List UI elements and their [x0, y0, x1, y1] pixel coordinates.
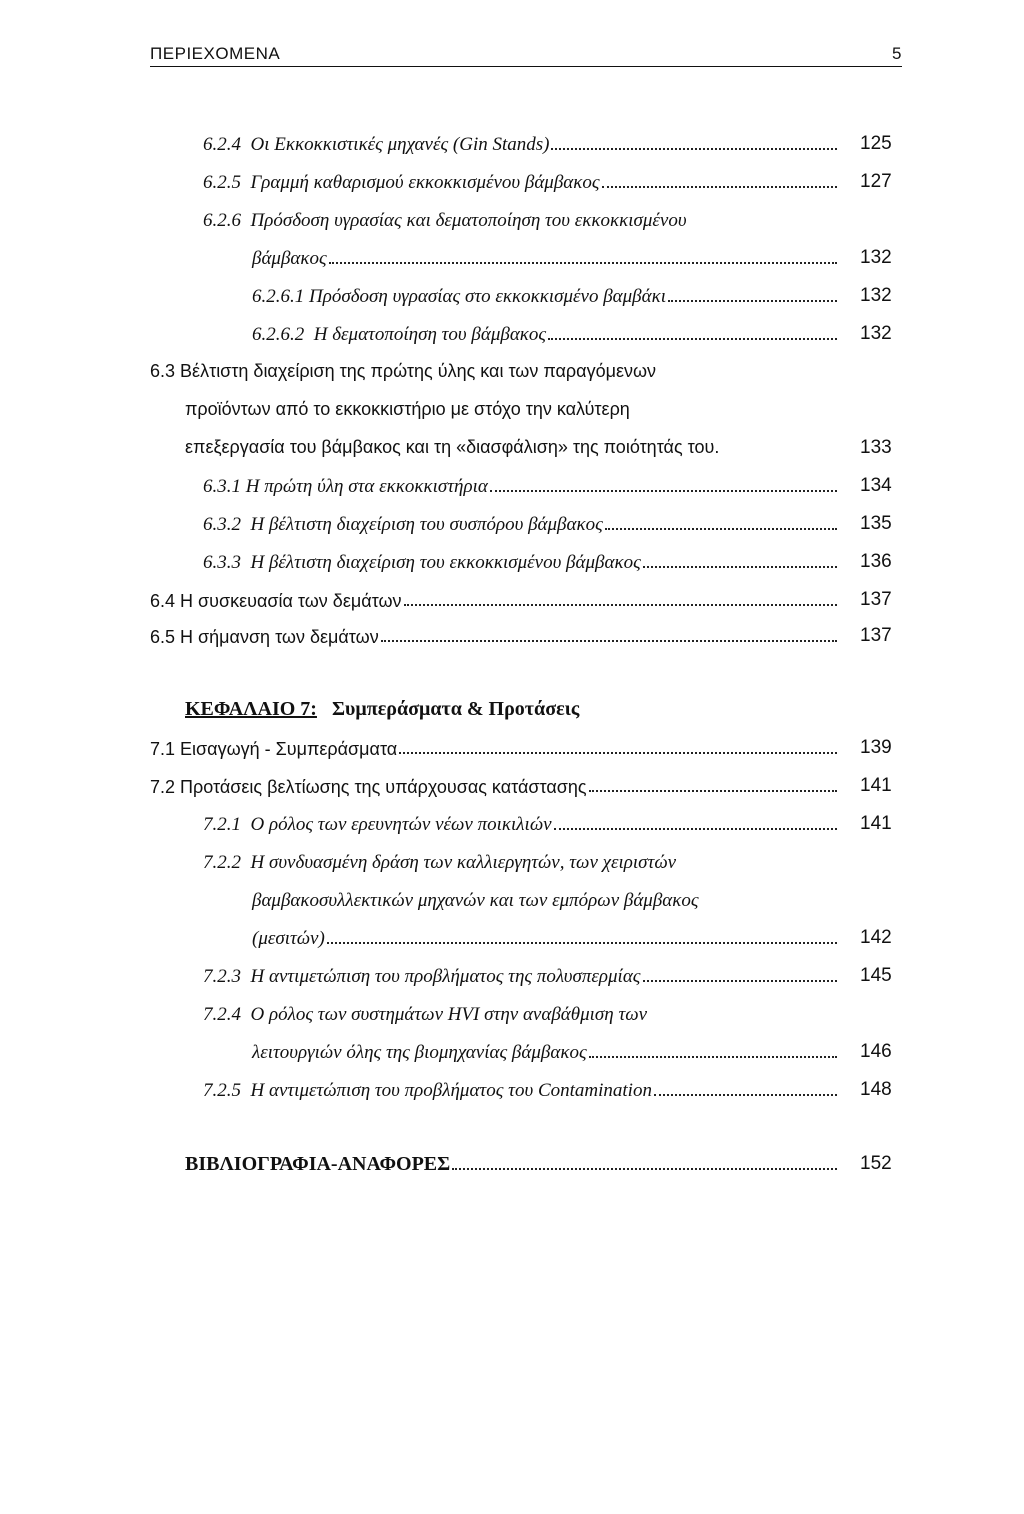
- toc-entry-text: Η βέλτιστη διαχείριση του εκκοκκισμένου βάμβακος: [250, 552, 641, 573]
- toc-entry-bibliography: [185, 1150, 843, 1176]
- toc-entry-7-1: 7.1 Εισαγωγή - Συμπεράσματα: [150, 734, 843, 760]
- toc-page-number: 125: [860, 133, 892, 154]
- toc-entry-text: λειτουργιών όλης της βιομηχανίας βάμβακος: [252, 1042, 587, 1063]
- dot-leader: [605, 528, 837, 530]
- toc-entry-7-2-2-line3: [252, 924, 843, 950]
- dot-leader: [551, 148, 837, 150]
- toc-entry-6-2-4: 6.2.4 Οι Εκκοκκιστικές μηχανές (Gin Stands): [203, 130, 843, 156]
- dot-leader: [329, 262, 837, 264]
- toc-page-number: 141: [860, 775, 892, 796]
- toc-entry-text: Γραμμή καθαρισμού εκκοκκισμένου βάμβακος: [250, 172, 600, 193]
- toc-entry-text: Πρόσδοση υγρασίας και δεματοποίηση του εκκοκκισμένου: [250, 210, 687, 231]
- toc-page-number: 137: [860, 589, 892, 610]
- toc-entry-6-3-line3: [185, 432, 855, 458]
- toc-entry-text: Η συσκευασία των δεμάτων: [180, 591, 402, 611]
- dot-leader: [589, 790, 837, 792]
- toc-entry-text: Η βέλτιστη διαχείριση του συσπόρου βάμβακος: [250, 514, 603, 535]
- toc-entry-6-3-2: 6.3.2 Η βέλτιστη διαχείριση του συσπόρου βάμβακος: [203, 510, 843, 536]
- toc-entry-text: (μεσιτών): [252, 928, 325, 949]
- toc-entry-text: Η συνδυασμένη δράση των καλλιεργητών, των χειριστών: [250, 852, 677, 873]
- toc-entry-text: Οι Εκκοκκιστικές μηχανές (Gin Stands): [250, 134, 550, 155]
- toc-page-number: 132: [860, 247, 892, 268]
- dot-leader: [602, 186, 837, 188]
- toc-entry-7-2-3: 7.2.3 Η αντιμετώπιση του προβλήματος της πολυσπερμίας: [203, 962, 843, 988]
- toc-entry-text: βάμβακος: [252, 248, 327, 269]
- toc-page-number: 127: [860, 171, 892, 192]
- toc-entry-text: βαμβακοσυλλεκτικών μηχανών και των εμπόρων βάμβακος: [252, 890, 699, 911]
- toc-entry-text: Ο ρόλος των συστημάτων HVI στην αναβάθμιση των: [250, 1004, 648, 1025]
- toc-entry-7-2-1: 7.2.1 Ο ρόλος των ερευνητών νέων ποικιλιών: [203, 810, 843, 836]
- toc-page-number: 133: [860, 437, 892, 458]
- toc-entry-7-2: 7.2 Προτάσεις βελτίωσης της υπάρχουσας κατάστασης: [150, 772, 843, 798]
- dot-leader: [404, 604, 837, 606]
- toc-entry-6-2-6: 6.2.6 Πρόσδοση υγρασίας και δεματοποίηση του εκκοκκισμένου: [203, 210, 687, 231]
- toc-entry-6-5: 6.5 Η σήμανση των δεμάτων: [150, 622, 843, 648]
- page-header: [150, 44, 902, 67]
- toc-page-number: 137: [860, 625, 892, 646]
- toc-entry-text: Βέλτιστη διαχείριση της πρώτης ύλης και των παραγόμενων: [180, 361, 657, 381]
- toc-entry-text: Εισαγωγή - Συμπεράσματα: [180, 739, 398, 759]
- toc-page-number: 142: [860, 927, 892, 948]
- toc-entry-text: Η δεματοποίηση του βάμβακος: [313, 324, 547, 345]
- toc-entry-text: προϊόντων από το εκκοκκιστήριο με στόχο την καλύτερη: [185, 399, 630, 419]
- header-title: ΠΕΡΙΕΧΟΜΕΝΑ: [150, 44, 281, 63]
- toc-page-number: 132: [860, 323, 892, 344]
- dot-leader: [643, 980, 837, 982]
- toc-page-number: 139: [860, 737, 892, 758]
- dot-leader: [554, 828, 837, 830]
- toc-page-number: 141: [860, 813, 892, 834]
- toc-entry-7-2-5: 7.2.5 Η αντιμετώπιση του προβλήματος του Contamination: [203, 1076, 843, 1102]
- toc-entry-text: Πρόσδοση υγρασίας στο εκκοκκισμένο βαμβάκι: [309, 286, 667, 307]
- toc-entry-6-3-3: 6.3.3 Η βέλτιστη διαχείριση του εκκοκκισμένου βάμβακος: [203, 548, 843, 574]
- toc-entry-7-2-2: 7.2.2 Η συνδυασμένη δράση των καλλιεργητών, των χειριστών: [203, 852, 677, 873]
- toc-page-number: 136: [860, 551, 892, 572]
- toc-page-number: 135: [860, 513, 892, 534]
- toc-entry-7-2-4-line2: [252, 1038, 843, 1064]
- toc-entry-text: Ο ρόλος των ερευνητών νέων ποικιλιών: [250, 814, 552, 835]
- toc-entry-6-2-6-cont: [252, 244, 843, 270]
- toc-page-number: 146: [860, 1041, 892, 1062]
- toc-entry-6-3-1: 6.3.1 Η πρώτη ύλη στα εκκοκκιστήρια: [203, 472, 843, 498]
- toc-entry-text: Η αντιμετώπιση του προβλήματος της πολυσπερμίας: [250, 966, 641, 987]
- toc-page-number: 148: [860, 1079, 892, 1100]
- dot-leader: [654, 1094, 837, 1096]
- toc-page-number: 132: [860, 285, 892, 306]
- toc-entry-6-4: 6.4 Η συσκευασία των δεμάτων: [150, 586, 843, 612]
- chapter-label: ΚΕΦΑΛΑΙΟ 7:: [185, 698, 317, 720]
- toc-entry-7-2-4: 7.2.4 Ο ρόλος των συστημάτων HVI στην αναβάθμιση των: [203, 1004, 648, 1025]
- toc-entry-6-3: 6.3 Βέλτιστη διαχείριση της πρώτης ύλης και των παραγόμενων: [150, 361, 657, 381]
- toc-entry-7-2-2-line2: [252, 886, 843, 912]
- dot-leader: [589, 1056, 837, 1058]
- toc-entry-text: Η αντιμετώπιση του προβλήματος του Contamination: [250, 1080, 652, 1101]
- toc-entry-text: ΒΙΒΛΙΟΓΡΑΦΙΑ-ΑΝΑΦΟΡΕΣ: [185, 1153, 451, 1175]
- dot-leader: [490, 490, 837, 492]
- toc-entry-text: Προτάσεις βελτίωσης της υπάρχουσας κατάστασης: [180, 777, 587, 797]
- dot-leader: [643, 566, 837, 568]
- chapter-7-heading: [185, 698, 579, 721]
- dot-leader: [668, 300, 837, 302]
- toc-page-number: 134: [860, 475, 892, 496]
- toc-entry-6-3-line2: [185, 394, 885, 420]
- toc-entry-6-2-6-1: 6.2.6.1 Πρόσδοση υγρασίας στο εκκοκκισμένο βαμβάκι: [252, 282, 843, 308]
- dot-leader: [381, 640, 837, 642]
- dot-leader: [548, 338, 837, 340]
- header-page-number: 5: [892, 44, 902, 63]
- toc-page-number: 145: [860, 965, 892, 986]
- toc-entry-6-2-6-2: 6.2.6.2 Η δεματοποίηση του βάμβακος: [252, 320, 843, 346]
- toc-entry-text: επεξεργασία του βάμβακος και τη «διασφάλιση» της ποιότητάς του.: [185, 437, 720, 457]
- toc-entry-6-2-5: 6.2.5 Γραμμή καθαρισμού εκκοκκισμένου βάμβακος: [203, 168, 843, 194]
- dot-leader: [327, 942, 837, 944]
- dot-leader: [452, 1168, 837, 1170]
- chapter-title: Συμπεράσματα & Προτάσεις: [331, 698, 580, 720]
- toc-entry-text: Η πρώτη ύλη στα εκκοκκιστήρια: [245, 476, 488, 497]
- toc-entry-text: Η σήμανση των δεμάτων: [180, 627, 379, 647]
- dot-leader: [399, 752, 837, 754]
- toc-page-number: 152: [860, 1153, 892, 1174]
